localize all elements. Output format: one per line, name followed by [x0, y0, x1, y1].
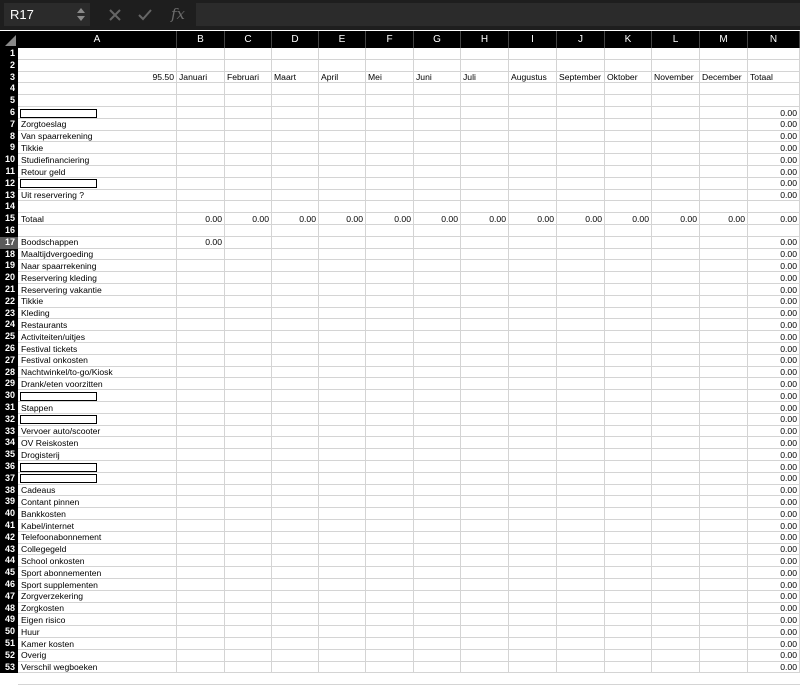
row-total[interactable]: 0.00: [780, 249, 797, 260]
row-header-29[interactable]: 29: [0, 378, 18, 390]
month-header-maart[interactable]: Maart: [274, 72, 296, 83]
row-total[interactable]: 0.00: [780, 496, 797, 507]
row-header-18[interactable]: 18: [0, 249, 18, 261]
row-label[interactable]: Verschil wegboeken: [21, 662, 98, 673]
row-total[interactable]: 0.00: [780, 119, 797, 130]
row-header-22[interactable]: 22: [0, 296, 18, 308]
gridline-h: [18, 94, 800, 95]
row-label[interactable]: Naar spaarrekening: [21, 260, 97, 271]
gridline-h: [18, 472, 800, 473]
row-label[interactable]: Reservering kleding: [21, 272, 97, 283]
totaal-label[interactable]: Totaal: [21, 213, 44, 224]
row-label[interactable]: Van spaarrekening: [21, 131, 93, 142]
month-header-mei[interactable]: Mei: [368, 72, 382, 83]
row-label[interactable]: Drank/eten voorzitten: [21, 378, 103, 389]
row-header-12[interactable]: 12: [0, 178, 18, 190]
row-header-34[interactable]: 34: [0, 437, 18, 449]
row-total[interactable]: 0.00: [780, 638, 797, 649]
row-label[interactable]: Overig: [21, 650, 47, 661]
row-header-4[interactable]: 4: [0, 83, 18, 95]
row-label[interactable]: Bankkosten: [21, 508, 66, 519]
row-label[interactable]: Kleding: [21, 308, 50, 319]
row-total[interactable]: 0.00: [780, 461, 797, 472]
totaal-value[interactable]: 0.00: [632, 213, 649, 224]
row-header-17[interactable]: 17: [0, 237, 18, 249]
row-header-42[interactable]: 42: [0, 532, 18, 544]
month-header-totaal[interactable]: Totaal: [750, 72, 773, 83]
name-box-stepper-icon[interactable]: [76, 5, 86, 24]
row-header-45[interactable]: 45: [0, 567, 18, 579]
row-header-49[interactable]: 49: [0, 614, 18, 626]
row-total[interactable]: 0.00: [780, 414, 797, 425]
row-total[interactable]: 0.00: [780, 544, 797, 555]
confirm-check-icon[interactable]: [134, 3, 156, 26]
row-total[interactable]: 0.00: [780, 331, 797, 342]
row-header-13[interactable]: 13: [0, 190, 18, 202]
month-header-april[interactable]: April: [321, 72, 339, 83]
column-header-i[interactable]: I: [509, 31, 557, 48]
row-total[interactable]: 0.00: [780, 532, 797, 543]
month-header-augustus[interactable]: Augustus: [511, 72, 547, 83]
row-header-25[interactable]: 25: [0, 331, 18, 343]
row-label[interactable]: Festival tickets: [21, 343, 78, 354]
row-label[interactable]: Eigen risico: [21, 614, 66, 625]
row-label[interactable]: Activiteiten/uitjes: [21, 331, 86, 342]
column-header-d[interactable]: D: [272, 31, 319, 48]
row-total[interactable]: 0.00: [780, 650, 797, 661]
input-box-row-6[interactable]: [20, 109, 97, 118]
row-header-48[interactable]: 48: [0, 603, 18, 615]
row-total[interactable]: 0.00: [780, 355, 797, 366]
row-header-38[interactable]: 38: [0, 485, 18, 497]
row-total[interactable]: 0.00: [780, 402, 797, 413]
row-header-24[interactable]: 24: [0, 319, 18, 331]
name-box-value: R17: [10, 7, 34, 22]
row-header-36[interactable]: 36: [0, 461, 18, 473]
cell-a3[interactable]: 95.50: [152, 72, 174, 83]
row-header-20[interactable]: 20: [0, 272, 18, 284]
row-header-16[interactable]: 16: [0, 225, 18, 237]
totaal-value[interactable]: 0.00: [585, 213, 602, 224]
row-total[interactable]: 0.00: [780, 319, 797, 330]
row-label[interactable]: Restaurants: [21, 319, 68, 330]
row-label[interactable]: Retour geld: [21, 166, 66, 177]
row-label[interactable]: Boodschappen: [21, 237, 79, 248]
select-all-corner[interactable]: [0, 31, 18, 48]
row-total[interactable]: 0.00: [780, 272, 797, 283]
row-label[interactable]: Zorgtoeslag: [21, 119, 67, 130]
row-header-37[interactable]: 37: [0, 473, 18, 485]
row-header-15[interactable]: 15: [0, 213, 18, 225]
row-header-32[interactable]: 32: [0, 414, 18, 426]
row-header-46[interactable]: 46: [0, 579, 18, 591]
column-header-l[interactable]: L: [652, 31, 700, 48]
column-header-a[interactable]: A: [18, 31, 177, 48]
row-label[interactable]: Tikkie: [21, 296, 44, 307]
row-label[interactable]: Tikkie: [21, 142, 44, 153]
row-total[interactable]: 0.00: [780, 555, 797, 566]
row-label[interactable]: Stappen: [21, 402, 54, 413]
month-header-januari[interactable]: Januari: [179, 72, 208, 83]
row-header-3[interactable]: 3: [0, 72, 18, 84]
totaal-value[interactable]: 0.00: [252, 213, 269, 224]
row-total[interactable]: 0.00: [780, 603, 797, 614]
row-total[interactable]: 0.00: [780, 591, 797, 602]
row-total[interactable]: 0.00: [780, 284, 797, 295]
function-fx-icon[interactable]: fx: [170, 5, 185, 23]
row-label[interactable]: Kamer kosten: [21, 638, 75, 649]
month-header-september[interactable]: September: [559, 72, 602, 83]
input-box-row-37[interactable]: [20, 474, 97, 483]
row-header-47[interactable]: 47: [0, 591, 18, 603]
row-label[interactable]: School onkosten: [21, 555, 85, 566]
row-total[interactable]: 0.00: [780, 626, 797, 637]
row-header-43[interactable]: 43: [0, 544, 18, 556]
row-total[interactable]: 0.00: [780, 662, 797, 673]
row-label[interactable]: Sport abonnementen: [21, 567, 102, 578]
row-total[interactable]: 0.00: [780, 296, 797, 307]
row-label[interactable]: Cadeaus: [21, 485, 56, 496]
name-box[interactable]: [4, 3, 90, 26]
row-label[interactable]: Maaltijdvergoeding: [21, 249, 94, 260]
column-header-f[interactable]: F: [366, 31, 414, 48]
row-total[interactable]: 0.00: [780, 190, 797, 201]
input-box-row-32[interactable]: [20, 415, 97, 424]
month-header-december[interactable]: December: [702, 72, 742, 83]
row-header-35[interactable]: 35: [0, 449, 18, 461]
row-label[interactable]: Telefoonabonnement: [21, 532, 102, 543]
row-total[interactable]: 0.00: [780, 107, 797, 118]
row-header-5[interactable]: 5: [0, 95, 18, 107]
column-header-b[interactable]: B: [177, 31, 225, 48]
row-header-52[interactable]: 52: [0, 650, 18, 662]
formula-bar: [0, 0, 800, 30]
row-label[interactable]: Studiefinanciering: [21, 154, 90, 165]
row-header-23[interactable]: 23: [0, 308, 18, 320]
row-total[interactable]: 0.00: [780, 449, 797, 460]
totaal-value[interactable]: 0.00: [205, 213, 222, 224]
row-header-33[interactable]: 33: [0, 426, 18, 438]
row-header-11[interactable]: 11: [0, 166, 18, 178]
month-header-oktober[interactable]: Oktober: [607, 72, 638, 83]
row-total[interactable]: 0.00: [780, 437, 797, 448]
totaal-value[interactable]: 0.00: [537, 213, 554, 224]
row-label[interactable]: Kabel/internet: [21, 520, 75, 531]
totaal-value[interactable]: 0.00: [299, 213, 316, 224]
row-header-40[interactable]: 40: [0, 508, 18, 520]
row-total[interactable]: 0.00: [780, 390, 797, 401]
column-header-k[interactable]: K: [605, 31, 652, 48]
row-header-27[interactable]: 27: [0, 355, 18, 367]
totaal-value[interactable]: 0.00: [441, 213, 458, 224]
row-header-53[interactable]: 53: [0, 662, 18, 674]
column-header-j[interactable]: J: [557, 31, 605, 48]
row-total[interactable]: 0.00: [780, 142, 797, 153]
gridline-h: [18, 106, 800, 107]
column-header-h[interactable]: H: [461, 31, 509, 48]
row-total[interactable]: 0.00: [780, 567, 797, 578]
row-label[interactable]: Zorgkosten: [21, 603, 64, 614]
row-label[interactable]: Festival onkosten: [21, 355, 88, 366]
row-label[interactable]: Zorgverzekering: [21, 591, 84, 602]
column-header-c[interactable]: C: [225, 31, 272, 48]
input-box-row-30[interactable]: [20, 392, 97, 401]
row-header-51[interactable]: 51: [0, 638, 18, 650]
row-total[interactable]: 0.00: [780, 426, 797, 437]
row-label[interactable]: Vervoer auto/scooter: [21, 426, 101, 437]
row-total[interactable]: 0.00: [780, 131, 797, 142]
cell-b17[interactable]: 0.00: [205, 237, 222, 248]
row-header-14[interactable]: 14: [0, 201, 18, 213]
row-total[interactable]: 0.00: [780, 508, 797, 519]
row-total[interactable]: 0.00: [780, 308, 797, 319]
row-total[interactable]: 0.00: [780, 520, 797, 531]
row-header-28[interactable]: 28: [0, 367, 18, 379]
row-header-10[interactable]: 10: [0, 154, 18, 166]
row-label[interactable]: Drogisterij: [21, 449, 60, 460]
column-header-e[interactable]: E: [319, 31, 366, 48]
row-total[interactable]: 0.00: [780, 237, 797, 248]
totaal-value[interactable]: 0.00: [489, 213, 506, 224]
row-header-2[interactable]: 2: [0, 60, 18, 72]
input-box-row-36[interactable]: [20, 463, 97, 472]
select-all-triangle-icon: [0, 31, 18, 48]
gridline-h: [18, 59, 800, 60]
row-total[interactable]: 0.00: [780, 178, 797, 189]
row-header-1[interactable]: 1: [0, 48, 18, 60]
row-label[interactable]: Nachtwinkel/to-go/Kiosk: [21, 367, 113, 378]
row-total[interactable]: 0.00: [780, 367, 797, 378]
row-header-50[interactable]: 50: [0, 626, 18, 638]
column-header-m[interactable]: M: [700, 31, 748, 48]
column-header-g[interactable]: G: [414, 31, 461, 48]
month-header-juli[interactable]: Juli: [463, 72, 476, 83]
totaal-value[interactable]: 0.00: [780, 213, 797, 224]
row-header-41[interactable]: 41: [0, 520, 18, 532]
row-label[interactable]: Reservering vakantie: [21, 284, 102, 295]
totaal-value[interactable]: 0.00: [346, 213, 363, 224]
row-total[interactable]: 0.00: [780, 614, 797, 625]
row-header-6[interactable]: 6: [0, 107, 18, 119]
row-header-8[interactable]: 8: [0, 131, 18, 143]
totaal-value[interactable]: 0.00: [394, 213, 411, 224]
cancel-x-icon[interactable]: [104, 3, 126, 26]
row-header-7[interactable]: 7: [0, 119, 18, 131]
month-header-februari[interactable]: Februari: [227, 72, 259, 83]
row-total[interactable]: 0.00: [780, 473, 797, 484]
row-header-19[interactable]: 19: [0, 260, 18, 272]
row-header-9[interactable]: 9: [0, 142, 18, 154]
row-header-44[interactable]: 44: [0, 555, 18, 567]
totaal-value[interactable]: 0.00: [728, 213, 745, 224]
row-total[interactable]: 0.00: [780, 260, 797, 271]
row-total[interactable]: 0.00: [780, 485, 797, 496]
row-label[interactable]: Uit reservering ?: [21, 190, 85, 201]
row-label[interactable]: OV Reiskosten: [21, 437, 79, 448]
row-header-21[interactable]: 21: [0, 284, 18, 296]
row-total[interactable]: 0.00: [780, 579, 797, 590]
row-label[interactable]: Collegegeld: [21, 544, 67, 555]
totaal-value[interactable]: 0.00: [680, 213, 697, 224]
row-label[interactable]: Sport supplementen: [21, 579, 98, 590]
month-header-juni[interactable]: Juni: [416, 72, 432, 83]
row-header-39[interactable]: 39: [0, 496, 18, 508]
row-header-30[interactable]: 30: [0, 390, 18, 402]
formula-input[interactable]: [196, 3, 800, 26]
row-header-26[interactable]: 26: [0, 343, 18, 355]
row-total[interactable]: 0.00: [780, 154, 797, 165]
month-header-november[interactable]: November: [654, 72, 694, 83]
row-total[interactable]: 0.00: [780, 343, 797, 354]
column-header-n[interactable]: N: [748, 31, 800, 48]
row-total[interactable]: 0.00: [780, 378, 797, 389]
row-header-31[interactable]: 31: [0, 402, 18, 414]
row-label[interactable]: Contant pinnen: [21, 496, 80, 507]
row-label[interactable]: Huur: [21, 626, 40, 637]
row-total[interactable]: 0.00: [780, 166, 797, 177]
input-box-row-12[interactable]: [20, 179, 97, 188]
